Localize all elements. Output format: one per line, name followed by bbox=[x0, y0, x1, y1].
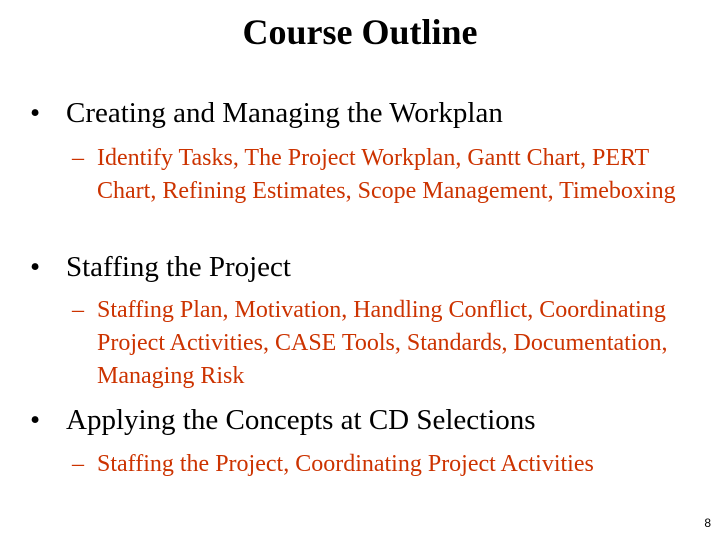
bullet-text: Creating and Managing the Workplan bbox=[66, 97, 503, 129]
bullet-item bbox=[30, 250, 700, 284]
sub-bullet-item bbox=[72, 294, 692, 393]
sub-bullet-item bbox=[72, 448, 692, 481]
sub-bullet-marker: – bbox=[72, 297, 84, 323]
bullet-item bbox=[30, 403, 700, 437]
sub-bullet-text: Identify Tasks, The Project Workplan, Gantt Chart, PERT Chart, Refining Estimates, Scope Management, Timeboxing bbox=[97, 145, 676, 204]
sub-bullet-marker: – bbox=[72, 451, 84, 477]
page-number: 8 bbox=[704, 516, 711, 530]
bullet-marker: • bbox=[30, 97, 41, 129]
bullet-item bbox=[30, 96, 700, 130]
sub-bullet-text: Staffing Plan, Motivation, Handling Conflict, Coordinating Project Activities, CASE Tools, Standards, Documentation, Managing Risk bbox=[97, 297, 668, 389]
sub-bullet-item bbox=[72, 142, 692, 208]
bullet-text: Applying the Concepts at CD Selections bbox=[66, 404, 536, 436]
bullet-marker: • bbox=[30, 251, 41, 283]
bullet-marker: • bbox=[30, 404, 41, 436]
bullet-text: Staffing the Project bbox=[66, 251, 291, 283]
sub-bullet-marker: – bbox=[72, 145, 84, 171]
slide-title: Course Outline bbox=[242, 12, 478, 52]
sub-bullet-text: Staffing the Project, Coordinating Project Activities bbox=[97, 451, 594, 477]
